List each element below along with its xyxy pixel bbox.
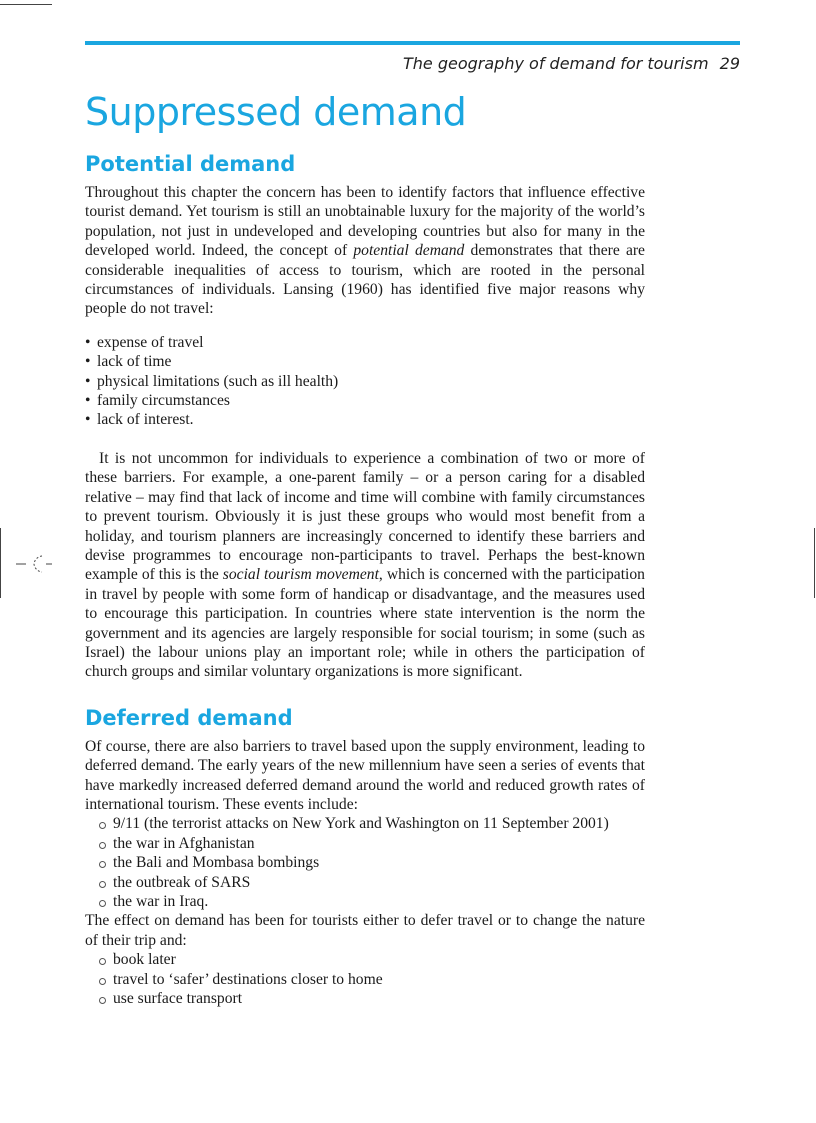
- list-item: • lack of interest.: [85, 410, 645, 429]
- text-run: It is not uncommon for individuals to experience a combination of two or more of these barriers. For example, a one-parent family – or a person caring for a disabled relative – may find that lack of income and time will combine with family circumstances to prevent tourism. Obviously it is just these groups who would most benefit from a holiday, and tourism planners are increasingly concerned to identify these barriers and devise programmes to encourage non-participants to travel. Perhaps the best-known example of this is the: [85, 449, 645, 584]
- list-item: book later: [85, 950, 645, 969]
- paragraph-deferred-intro: Of course, there are also barriers to travel based upon the supply environment, leading to deferred demand. The early years of the new millennium have seen a series of events that have markedly increased deferred demand around the world and reduced growth rates of international tourism. These events include:: [85, 737, 645, 813]
- reasons-list: [85, 333, 645, 430]
- list-item: use surface transport: [85, 989, 645, 1008]
- list-item: the war in Afghanistan: [85, 834, 645, 853]
- text-run: demonstrates that there are considerable inequalities of access to tourism, which are rooted in the personal circumstances of individuals. Lansing (1960) has identified five major reasons why people do not travel:: [85, 242, 645, 318]
- section-heading-potential-demand: Potential demand: [85, 152, 296, 176]
- list-item: 9/11 (the terrorist attacks on New York and Washington on 11 September 2001): [85, 814, 645, 833]
- crop-mark-right: [814, 528, 815, 598]
- paragraph-barriers: [85, 449, 645, 682]
- list-item: • expense of travel: [85, 333, 645, 352]
- page-heading: Suppressed demand: [85, 90, 467, 134]
- emphasis-term: potential demand: [353, 242, 465, 260]
- list-item: • physical limitations (such as ill health): [85, 372, 645, 391]
- events-list: [85, 814, 645, 911]
- crop-mark-top: [0, 4, 52, 5]
- registration-mark-icon: [16, 552, 56, 576]
- section-heading-deferred-demand: Deferred demand: [85, 705, 293, 730]
- text-run: , which is concerned with the participation in travel by people with some form of handicap or disadvantage, and the measures used to encourage this participation. In countries where state intervention is the norm the government and its agencies are largely responsible for social tourism; in some (such as Israel) the labour unions play an important role; while in others the participation of church groups and similar voluntary organizations is more significant.: [85, 566, 645, 681]
- list-item: • lack of time: [85, 352, 645, 371]
- running-head: [85, 54, 740, 73]
- emphasis-term: social tourism movement: [222, 566, 379, 584]
- list-item: the Bali and Mombasa bombings: [85, 853, 645, 872]
- page-body: [85, 88, 645, 1008]
- list-item: the outbreak of SARS: [85, 873, 645, 892]
- paragraph-potential-intro: [85, 183, 645, 319]
- text-run: Throughout this chapter the concern has been to identify factors that influence effective tourist demand. Yet tourism is still an unobtainable luxury for the majority of the world’s population, not just in undeveloped and developing countries but also for many in the developed world. Indeed, the concept of: [85, 184, 645, 260]
- list-item: the war in Iraq.: [85, 892, 645, 911]
- effects-list: [85, 950, 645, 1008]
- running-head-title: The geography of demand for tourism: [403, 54, 709, 73]
- paragraph-deferred-effect: The effect on demand has been for tourists either to defer travel or to change the nature of their trip and:: [85, 912, 645, 949]
- header-rule: [85, 41, 740, 45]
- list-item: • family circumstances: [85, 391, 645, 410]
- crop-mark-left: [0, 528, 1, 598]
- list-item: travel to ‘safer’ destinations closer to home: [85, 970, 645, 989]
- page-number: 29: [719, 54, 740, 73]
